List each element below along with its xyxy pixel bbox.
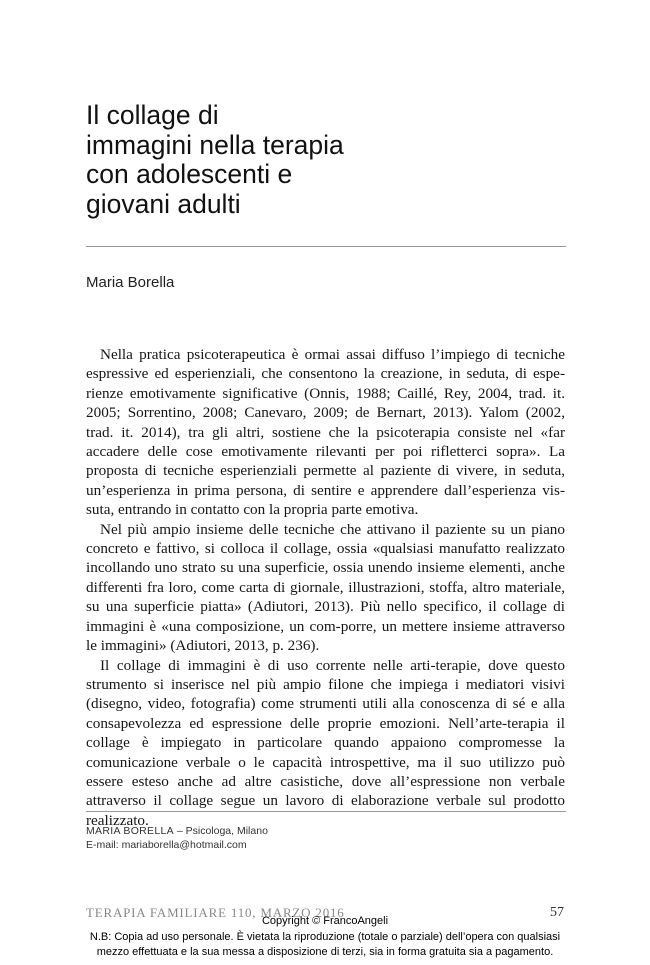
title-divider xyxy=(86,246,566,247)
body-paragraph: Nella pratica psicoterapeutica è ormai assai diffuso l’impiego di tecniche espressive ed esperienziali, che consentono la creazione, in seduta, di esperienze emotivamente significative (Onnis, 1988; Caillé, Rey, 2004, trad. it. 2005; Sorrentino, 2008; Canevaro, 2009; de Bernart, 2013). Yalom (2002, trad. it. 2014), tra gli altri, sostiene che la psicoterapia consiste nel «far accadere delle cose emotivamente rilevanti per poi rifletterci sopra». La proposta di tecniche esperienziali permette al paziente di vivere, in seduta, un’esperienza in prima persona, di sentire e apprendere dall’esperienza vissuta, entrando in contatto con la propria parte emotiva. xyxy=(86,346,565,519)
footnote-author-name: MARIA BORELLA xyxy=(86,825,174,837)
author-name: Maria Borella xyxy=(86,274,175,291)
usage-notice-line: mezzo effettuata e la sua messa a disposizione di terzi, sia in forma gratuita sia a pagamento. xyxy=(96,946,554,958)
footnote-role: – Psicologa, Milano xyxy=(173,825,268,837)
title-line: giovani adulti xyxy=(86,188,241,219)
article-title xyxy=(86,101,566,219)
title-line: Il collage di xyxy=(86,100,219,130)
author-footnote xyxy=(86,824,566,852)
footnote-affiliation xyxy=(86,824,566,838)
title-line: immagini nella terapia xyxy=(86,129,344,160)
body-paragraph: Nel più ampio insieme delle tecniche che attivano il paziente su un piano concreto e fattivo, si colloca il collage, ossia «qualsiasi manufatto realizzato incollando uno strato su una superficie, ossia unendo insieme elementi, anche differenti fra loro, come carta di giornale, illustrazioni, stoffa, altro materiale, su una superficie piatta» (Adiutori, 2013). Più nello specifico, il collage di immagini è «una composizione, un com-porre, un mettere insieme attraverso le immagini» (Adiutori, 2013, p. 236). xyxy=(86,520,565,655)
copyright-notice: Copyright © FrancoAngeli xyxy=(261,915,389,927)
usage-notice-line: N.B: Copia ad uso personale. È vietata la riproduzione (totale o parziale) dell’opera con qualsiasi xyxy=(89,931,561,943)
footnote-divider xyxy=(86,811,566,812)
page-number: 57 xyxy=(550,905,564,920)
journal-running-footer: TERAPIA FAMILIARE 110, MARZO 2016 xyxy=(86,905,345,920)
article-body xyxy=(86,345,565,830)
footnote-email: E-mail: mariaborella@hotmail.com xyxy=(86,839,247,851)
title-line: con adolescenti e xyxy=(86,159,293,190)
usage-notice xyxy=(0,930,650,960)
body-paragraph: Il collage di immagini è di uso corrente nelle arti-terapie, dove questo strumento si inserisce nel più ampio filone che impiega i mediatori visivi (disegno, video, fotografia) come strumenti utili alla conoscenza di sé e alla consapevolezza ed espressione delle proprie emozioni. Nell’arte-terapia il collage è impiegato in particolare quando appaiono compromesse la comunicazione verbale o le capacità introspettive, ma il suo utilizzo può essere esteso anche ad altre casistiche, dove all’espressione non verbale attraverso il collage segue un lavoro di elaborazione verbale sul prodotto realizzato. xyxy=(86,656,565,829)
